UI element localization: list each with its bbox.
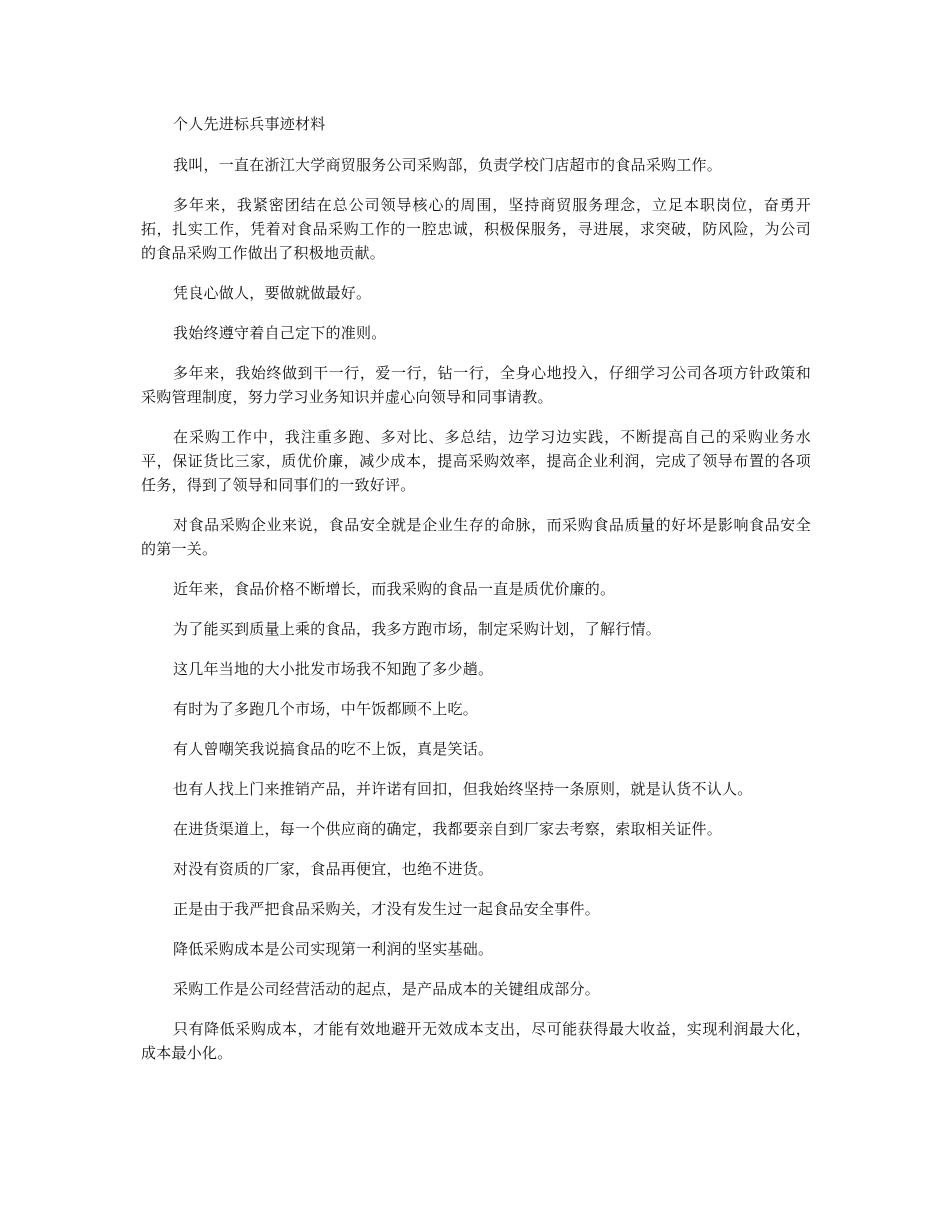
paragraph-8: 近年来，食品价格不断增长，而我采购的食品一直是质优价廉的。 (173, 580, 616, 598)
document-body (141, 112, 811, 1081)
paragraph-5: 多年来，我始终做到干一行，爱一行，钻一行，全身心地投入，仔细学习公司各项方针政策和采购管理制度，努力学习业务知识并虚心向领导和同事请教。 (141, 364, 811, 406)
paragraph-12: 有人曾嘲笑我说搞食品的吃不上饭，真是笑话。 (173, 740, 494, 758)
paragraph-13: 也有人找上门来推销产品，并许诺有回扣，但我始终坚持一条原则，就是认货不认人。 (173, 780, 753, 798)
paragraph-15: 对没有资质的厂家，食品再便宜，也绝不进货。 (173, 860, 494, 878)
paragraph-6: 在采购工作中，我注重多跑、多对比、多总结，边学习边实践，不断提高自己的采购业务水平，保证货比三家，质优价廉，减少成本，提高采购效率，提高企业利润，完成了领导布置的各项任务，得到了领导和同事们的一致好评。 (141, 428, 811, 494)
paragraph-4: 我始终遵守着自己定下的准则。 (173, 324, 387, 342)
paragraph-2: 多年来，我紧密团结在总公司领导核心的周围，坚持商贸服务理念，立足本职岗位，奋勇开拓，扎实工作，凭着对食品采购工作的一腔忠诚，积极保服务，寻进展，求突破，防风险，为公司的食品采购工作做出了积极地贡献。 (141, 196, 811, 262)
document-title: 个人先进标兵事迹材料 (173, 115, 326, 133)
paragraph-3: 凭良心做人，要做就做最好。 (173, 284, 372, 302)
paragraph-11: 有时为了多跑几个市场，中午饭都顾不上吃。 (173, 700, 479, 718)
paragraph-1: 我叫，一直在浙江大学商贸服务公司采购部，负责学校门店超市的食品采购工作。 (173, 156, 723, 174)
paragraph-18: 采购工作是公司经营活动的起点，是产品成本的关键组成部分。 (173, 980, 601, 998)
paragraph-17: 降低采购成本是公司实现第一利润的坚实基础。 (173, 940, 494, 958)
paragraph-7: 对食品采购企业来说，食品安全就是企业生存的命脉，而采购食品质量的好坏是影响食品安全的第一关。 (141, 516, 811, 558)
paragraph-14: 在进货渠道上，每一个供应商的确定，我都要亲自到厂家去考察，索取相关证件。 (173, 820, 723, 838)
paragraph-19: 只有降低采购成本，才能有效地避开无效成本支出，尽可能获得最大收益，实现利润最大化，成本最小化。 (141, 1020, 811, 1062)
paragraph-9: 为了能买到质量上乘的食品，我多方跑市场，制定采购计划，了解行情。 (173, 620, 662, 638)
paragraph-16: 正是由于我严把食品采购关，才没有发生过一起食品安全事件。 (173, 900, 601, 918)
paragraph-10: 这几年当地的大小批发市场我不知跑了多少趟。 (173, 660, 494, 678)
